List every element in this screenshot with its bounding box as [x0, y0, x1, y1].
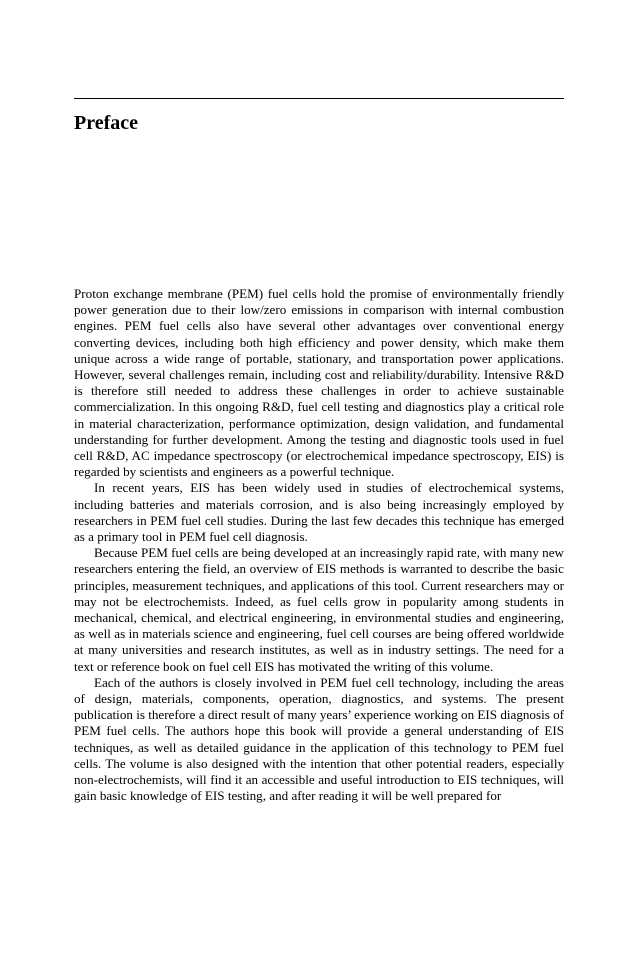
paragraph-1: Proton exchange membrane (PEM) fuel cells hold the promise of environmentally friendly power generation due to their low/zero emissions in comparison with internal combustion engines. PEM fuel cells also have several other advantages over conventional energy converting devices, including both high efficiency and power density, which make them unique across a wide range of portable, stationary, and transportation power applications. However, several challenges remain, including cost and reliability/durability. Intensive R&D is therefore still needed to address these challenges in order to achieve sustainable commercialization. In this ongoing R&D, fuel cell testing and diagnostics play a critical role in material characterization, performance optimization, design validation, and fundamental understanding for further development. Among the testing and diagnostic tools used in fuel cell R&D, AC impedance spectroscopy (or electrochemical impedance spectroscopy, EIS) is regarded by scientists and engineers as a powerful technique. — [74, 286, 564, 480]
paragraph-4: Each of the authors is closely involved in PEM fuel cell technology, including the areas of design, materials, components, operation, diagnostics, and systems. The present publication is therefore a direct result of many years’ experience working on EIS diagnosis of PEM fuel cells. The authors hope this book will provide a general understanding of EIS techniques, as well as detailed guidance in the application of this technology to PEM fuel cells. The volume is also designed with the intention that other potential readers, especially non-electrochemists, will find it an accessible and useful introduction to EIS techniques, will gain basic knowledge of EIS testing, and after reading it will be well prepared for — [74, 674, 564, 804]
top-rule — [74, 98, 564, 99]
preface-body — [74, 286, 564, 805]
paragraph-2: In recent years, EIS has been widely used in studies of electrochemical systems, including batteries and materials corrosion, and is also being increasingly employed by researchers in PEM fuel cell studies. During the last few decades this technique has emerged as a primary tool in PEM fuel cell diagnosis. — [74, 480, 564, 545]
page-title: Preface — [74, 112, 139, 134]
paragraph-3: Because PEM fuel cells are being developed at an increasingly rapid rate, with many new researchers entering the field, an overview of EIS methods is warranted to describe the basic principles, measurement techniques, and applications of this tool. Current researchers may or may not be electrochemists. Indeed, as fuel cells grow in popularity among students in mechanical, chemical, and electrical engineering, in environmental studies and engineering, as well as in materials science and engineering, fuel cell courses are being offered worldwide at many universities and research institutes, as well as in industry settings. The need for a text or reference book on fuel cell EIS has motivated the writing of this volume. — [74, 545, 564, 674]
